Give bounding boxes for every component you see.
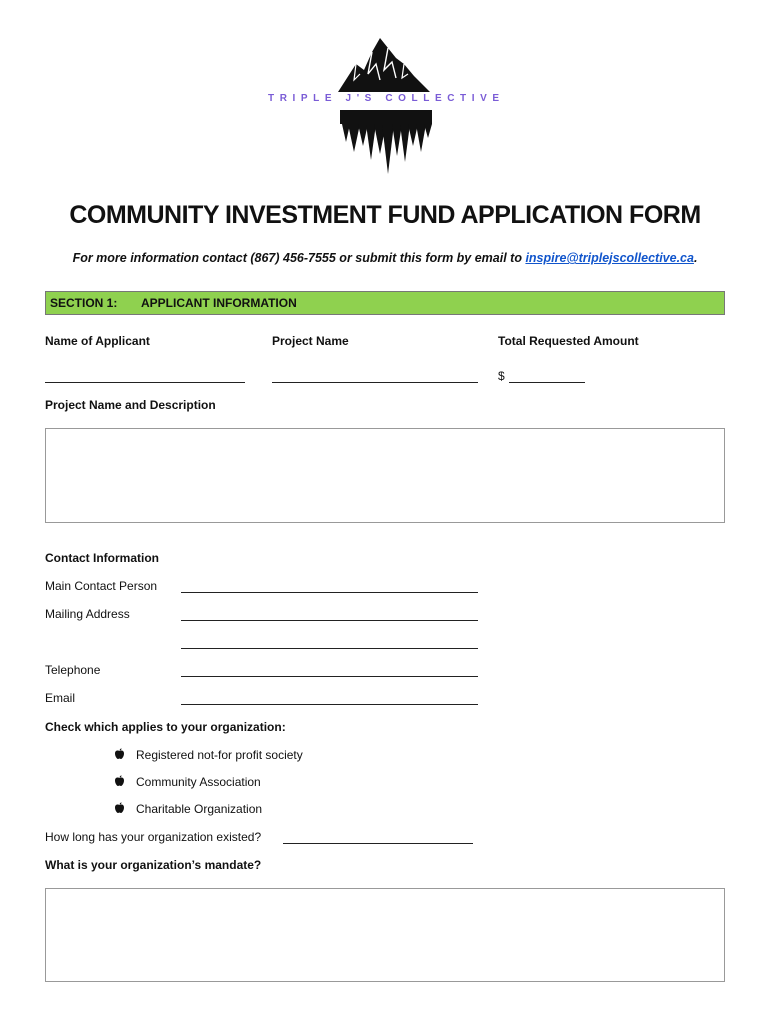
email-label: Email (45, 691, 76, 705)
instructions-text: For more information contact (867) 456-7555 or submit this form by email to (72, 251, 526, 265)
project-name-field[interactable] (272, 382, 478, 383)
mailing-address-label: Mailing Address (45, 607, 130, 621)
organization-mandate-box[interactable] (45, 888, 725, 982)
mailing-address-field-line1[interactable] (181, 620, 478, 621)
mailing-address-field-line2[interactable] (181, 648, 478, 649)
organization-mandate-label: What is your organization’s mandate? (45, 858, 262, 872)
project-name-label: Project Name (272, 334, 349, 348)
email-link[interactable]: inspire@triplejscollective.ca (525, 251, 694, 265)
telephone-label: Telephone (45, 663, 101, 677)
telephone-field[interactable] (181, 676, 478, 677)
section-title: APPLICANT INFORMATION (141, 296, 297, 310)
main-contact-person-field[interactable] (181, 592, 478, 593)
triple-js-collective-logo (268, 34, 505, 176)
contact-information-heading: Contact Information (45, 551, 159, 565)
section-number: SECTION 1: (50, 296, 118, 310)
main-contact-person-label: Main Contact Person (45, 579, 158, 593)
email-field[interactable] (181, 704, 478, 705)
instructions-end: . (693, 251, 698, 265)
name-of-applicant-label: Name of Applicant (45, 334, 150, 348)
organization-existed-label: How long has your organization existed? (45, 830, 262, 844)
total-requested-amount-label: Total Requested Amount (498, 334, 639, 348)
option-community-association: Community Association (136, 775, 261, 789)
apple-icon[interactable] (114, 748, 125, 760)
option-charitable-organization: Charitable Organization (136, 802, 263, 816)
organization-type-heading: Check which applies to your organization: (45, 720, 286, 734)
apple-icon[interactable] (114, 802, 125, 814)
currency-symbol: $ (498, 369, 505, 383)
total-requested-amount-field[interactable] (509, 382, 585, 383)
project-description-box[interactable] (45, 428, 725, 523)
project-description-label: Project Name and Description (45, 398, 216, 412)
apple-icon[interactable] (114, 775, 125, 787)
option-registered-society: Registered not-for profit society (136, 748, 303, 762)
brand-name: TRIPLE J'S COLLECTIVE (268, 93, 505, 104)
form-title: COMMUNITY INVESTMENT FUND APPLICATION FORM (69, 201, 701, 229)
organization-existed-field[interactable] (283, 843, 473, 844)
contact-instructions (0, 251, 770, 265)
name-of-applicant-field[interactable] (45, 382, 245, 383)
